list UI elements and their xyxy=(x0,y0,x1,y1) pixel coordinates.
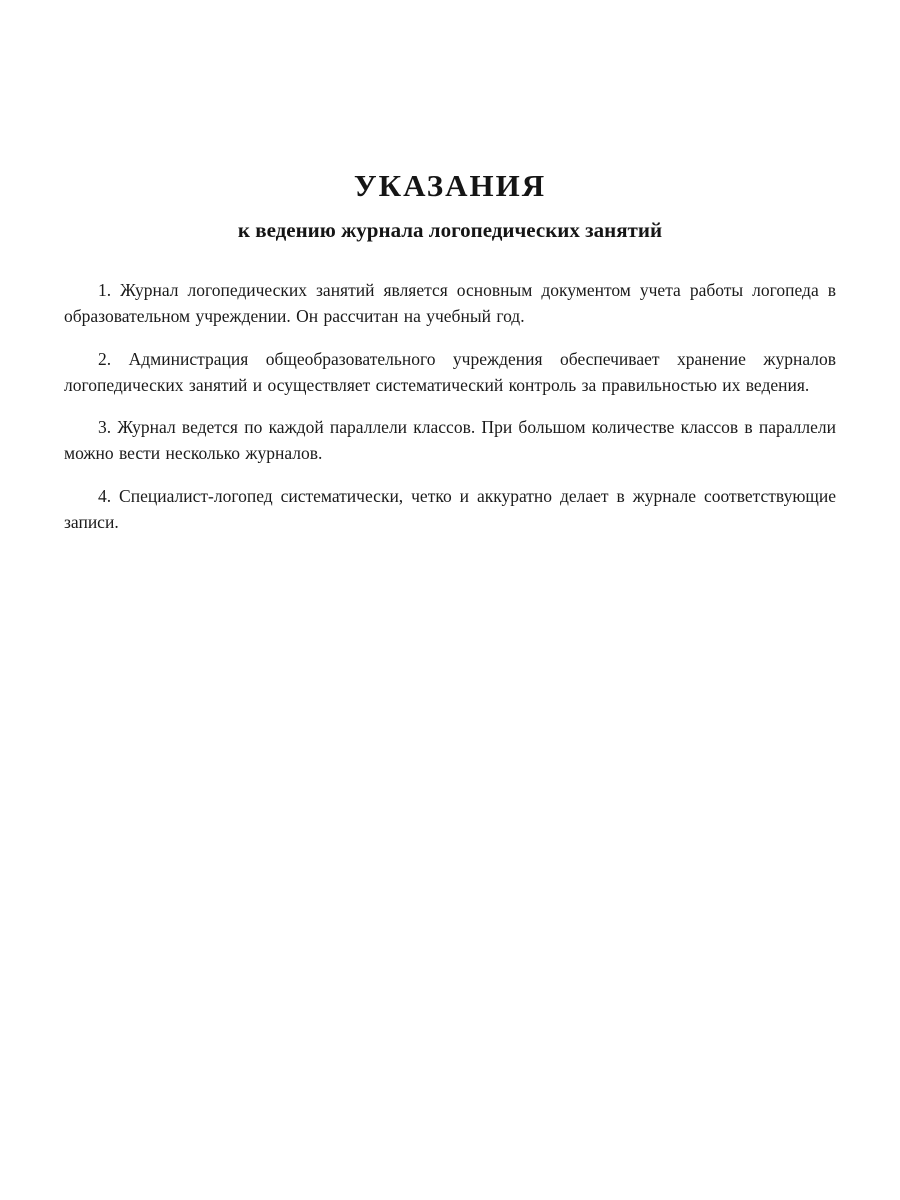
page-title: УКАЗАНИЯ xyxy=(353,168,547,203)
paragraph-4: 4. Специалист-логопед систематически, четко и аккуратно делает в журнале соответствующие записи. xyxy=(64,485,836,532)
paragraph-1: 1. Журнал логопедических занятий является основным документом учета работы логопеда в образовательном учреждении. Он рассчитан на учебный год. xyxy=(64,280,836,327)
paragraph-3: 3. Журнал ведется по каждой параллели классов. При большом количестве классов в параллели можно вести несколько журналов. xyxy=(64,417,836,464)
document-body xyxy=(64,277,836,535)
paragraph-2: 2. Администрация общеобразовательного учреждения обеспечивает хранение журналов логопедических занятий и осуществляет систематический контроль за правильностью их ведения. xyxy=(64,348,836,395)
page-subtitle: к ведению журнала логопедических занятий xyxy=(237,218,663,242)
